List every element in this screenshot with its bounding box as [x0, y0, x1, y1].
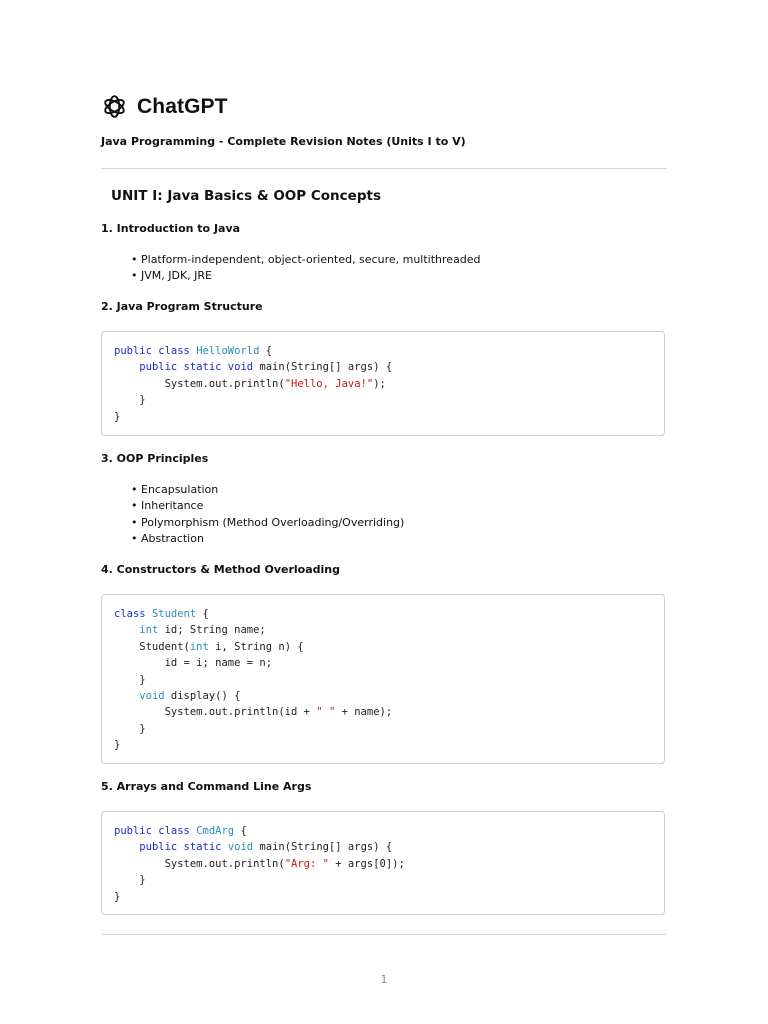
- code-line: }: [114, 410, 121, 423]
- code-block-hello-world: [101, 331, 665, 436]
- code-line: public static void main(String[] args) {: [139, 361, 393, 374]
- section-heading-intro: 1. Introduction to Java: [101, 222, 241, 235]
- code-line: public static void main(String[] args) {: [139, 841, 393, 854]
- section-heading-oop: 3. OOP Principles: [101, 452, 209, 465]
- code-line: }: [114, 673, 146, 686]
- section-heading-structure: 2. Java Program Structure: [101, 300, 263, 313]
- bottom-divider: [101, 934, 667, 935]
- code-line: System.out.println("Hello, Java!");: [114, 377, 386, 390]
- brand-header: [101, 93, 228, 120]
- openai-logo-icon: [101, 93, 128, 120]
- brand-name: ChatGPT: [137, 94, 228, 118]
- list-item: • Polymorphism (Method Overloading/Overriding): [131, 515, 404, 531]
- intro-bullet-list: [131, 252, 481, 285]
- top-divider: [101, 168, 667, 169]
- code-line: Student(int i, String n) {: [114, 640, 304, 653]
- list-item: • Platform-independent, object-oriented, secure, multithreaded: [131, 252, 481, 268]
- code-line: }: [114, 722, 146, 735]
- list-item: • Encapsulation: [131, 482, 404, 498]
- code-block-student: [101, 594, 665, 764]
- list-item: • Abstraction: [131, 531, 404, 547]
- page-number: 1: [380, 973, 388, 986]
- code-line: System.out.println("Arg: " + args[0]);: [114, 857, 405, 870]
- section-heading-constructors: 4. Constructors & Method Overloading: [101, 563, 341, 576]
- section-heading-arrays: 5. Arrays and Command Line Args: [101, 780, 312, 793]
- unit-title: UNIT I: Java Basics & OOP Concepts: [111, 188, 381, 204]
- code-line: }: [114, 874, 146, 887]
- code-line: }: [114, 739, 121, 752]
- code-line: }: [114, 890, 121, 903]
- code-line: int id; String name;: [139, 624, 266, 637]
- code-line: id = i; name = n;: [114, 657, 273, 670]
- code-line: System.out.println(id + " " + name);: [114, 706, 393, 719]
- list-item: • Inheritance: [131, 498, 404, 514]
- document-title: Java Programming - Complete Revision Notes (Units I to V): [101, 135, 466, 148]
- list-item: • JVM, JDK, JRE: [131, 268, 481, 284]
- code-line: }: [114, 394, 146, 407]
- code-line: class Student {: [114, 608, 209, 620]
- code-line: public class CmdArg {: [114, 825, 247, 837]
- code-line: void display() {: [139, 689, 241, 702]
- code-line: public class HelloWorld {: [114, 345, 273, 357]
- oop-bullet-list: [131, 482, 404, 547]
- code-block-cmd-arg: [101, 811, 665, 915]
